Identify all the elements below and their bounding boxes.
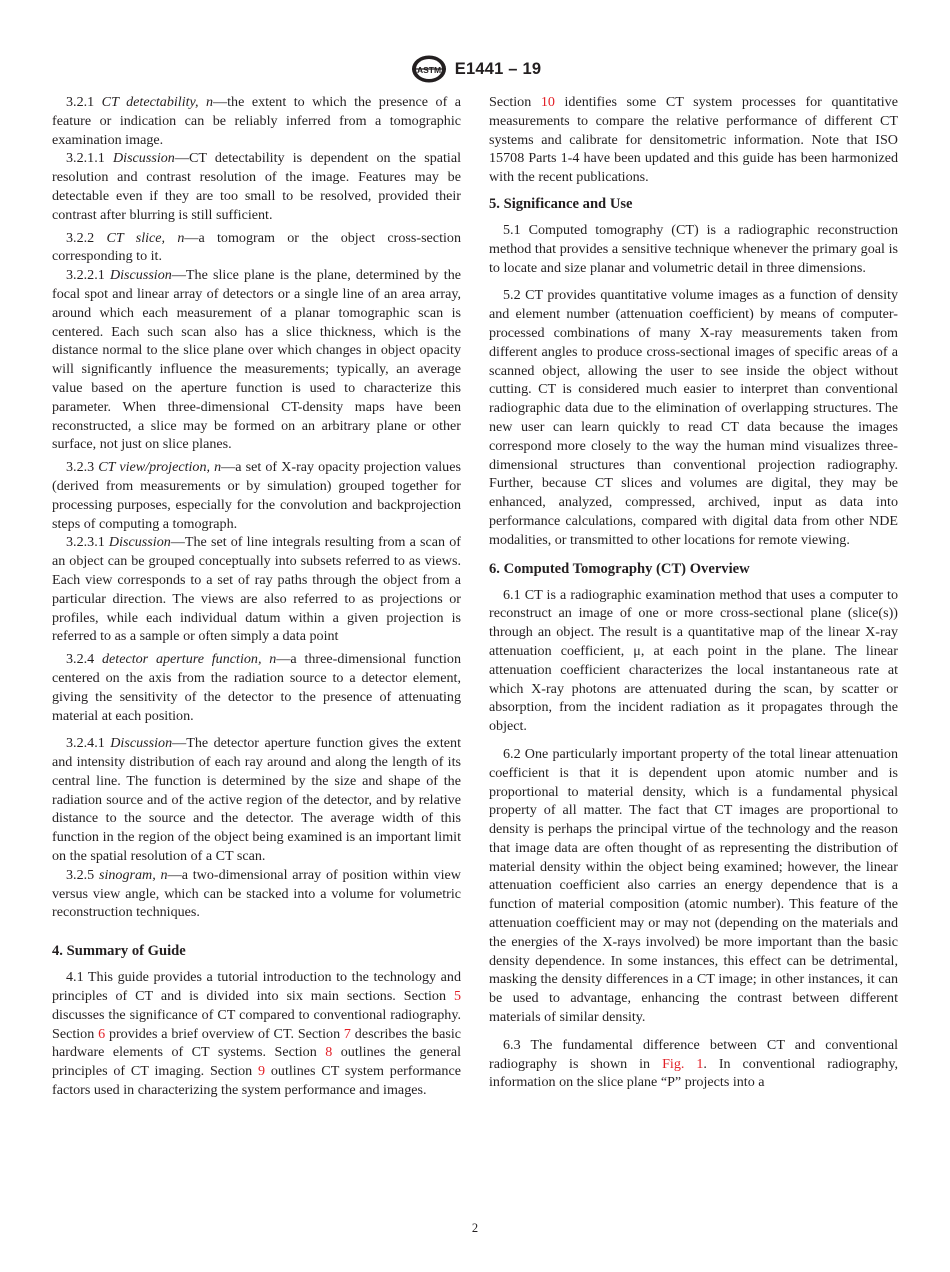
section-5-heading: 5. Significance and Use — [489, 195, 633, 212]
clause-number: 3.2.5 — [66, 866, 99, 883]
term: detector aperture function, n — [101, 651, 277, 668]
paragraph-6-2: 6.2 One particularly important property of the total linear attenuation coefficient is that it is dependent upon atomic number and is proportional to material density, which is a fundamental physical property of all matter. The fact that CT images are proportional to density is perhaps the principal virtue of the technology and the reason that image data are often thought of as representing the distribution of material density within the object being examined; however, the linear attenuation coefficient also carries an energy dependence that is a function of material composition (atomic number). This feature of the attenuation coefficient may or may not (depending on the materials and the energies of the X-rays involved) be more important than the basic density dependence. In some instances, this effect can be detrimental, masking the density differences in a CT image; in other instances, it can be used to advantage, enhancing the contrast between different materials of similar density. — [489, 745, 898, 1026]
definition-text: —The set of line integrals resulting from a scan of an object can be grouped conceptually into subsets referred to as views. Each view corresponds to a set of ray paths through the object from a particular direction. The views are also referred to as projections or profiles, while each individual datum within a given projection is referred to as a sample or often simply a data point — [52, 534, 461, 645]
section-8-link[interactable]: 8 — [325, 1044, 333, 1061]
clause-number: 3.2.3.1 — [66, 534, 109, 551]
paragraph-3-2-5 — [52, 866, 461, 922]
text-run: 6.3 The fundamental difference between CT and conventional radiography is shown in — [489, 1036, 898, 1072]
paragraph-3-2-2 — [52, 229, 461, 267]
definition-text: —a three-dimensional function centered on the axis from the radiation source to a detector element, giving the sensitivity of the detector to the presence of attenuating material at each position. — [52, 651, 461, 724]
paragraph-6-3 — [489, 1036, 898, 1092]
paragraph-5-2: 5.2 CT provides quantitative volume images as a function of density and element number (attenuation coefficient) by means of computer-processed combinations of many X-ray measurements taken from different angles to produce cross-sectional images of specific areas of a scanned object, allowing the user to see inside the object without cutting. CT is considered much easier to interpret than conventional radiographic data due to the elimination of overlapping structures. The new user can learn quickly to read CT data because the images correspond more closely to the way the human mind visualizes three-dimensional structures than conventional projection radiography. Further, because CT slices and volumes are digital, they may be enhanced, analyzed, compressed, archived, input as data into performance calculations, compared with digital data from other NDE modalities, or transmitted to other locations for remote viewing. — [489, 287, 898, 548]
definition-text: —a tomogram or the object cross-section corresponding to it. — [52, 229, 461, 265]
section-4-heading: 4. Summary of Guide — [52, 943, 186, 960]
text-run: identifies some CT system processes for quantitative measurements to compare the relative performance of different CT systems and calibrate for densitometric information. Note that ISO 15708 Parts 1-4 have been updated and this guide has been harmonized with the recent publications. — [489, 94, 898, 186]
section-5-link[interactable]: 5 — [453, 988, 461, 1005]
text-run: 4.1 This guide provides a tutorial introduction to the technology and principles of CT and is divided into six main sections. Section — [52, 969, 461, 1005]
section-6-link[interactable]: 6 — [98, 1025, 106, 1042]
clause-number: 3.2.3 — [66, 459, 99, 476]
text-run: . In conventional radiography, information on the slice plane “P” projects into a — [489, 1055, 898, 1091]
term: CT view/projection, n — [98, 459, 222, 476]
paragraph-6-1: 6.1 CT is a radiographic examination method that uses a computer to reconstruct an image of one or more cross-sectional plane (slice(s)) through an object. The result is a quantitative map of the linear X-ray attenuation coefficient, μ, at each point in the plane. The linear attenuation coefficient characterizes the local instantaneous rate at which X-ray photons are attenuated during the scan, by scatter or absorption, from the incident radiation as it propagates through the object. — [489, 586, 898, 735]
text-run: outlines CT system performance factors used in characterizing the system performance and images. — [52, 1063, 461, 1099]
definition-text: —a set of X-ray opacity projection values (derived from measurements or by simulation) grouped together for processing purposes, especially for the convolution and backprojection steps of computing a tomograph. — [52, 459, 461, 532]
clause-number: 3.2.4 — [66, 651, 102, 668]
page-number: 2 — [471, 1221, 479, 1235]
section-7-link[interactable]: 7 — [343, 1025, 351, 1042]
clause-number: 3.2.1.1 — [66, 150, 113, 167]
text-run: discusses the significance of CT compared to conventional radiography. Section — [52, 1006, 461, 1042]
paragraph-4-1-continued — [489, 93, 898, 187]
section-6-heading: 6. Computed Tomography (CT) Overview — [489, 560, 750, 577]
page-header — [0, 54, 950, 84]
paragraph-3-2-3 — [52, 458, 461, 533]
term: CT slice, n — [106, 229, 185, 246]
term: Discussion — [112, 150, 175, 167]
logo-lettering: ASTM — [416, 65, 441, 75]
clause-number: 3.2.2 — [66, 229, 107, 246]
text-run: outlines the general principles of CT imaging. Section — [52, 1044, 461, 1080]
paragraph-5-1: 5.1 Computed tomography (CT) is a radiographic reconstruction method that provides a sensitive technique whenever the primary goal is to locate and size planar and volumetric detail in three dimensions. — [489, 221, 898, 276]
clause-number: 3.2.4.1 — [66, 735, 111, 752]
paragraph-3-2-3-1 — [52, 533, 461, 646]
paragraph-3-2-4 — [52, 650, 461, 725]
definition-text: —The slice plane is the plane, determined by the focal spot and linear array of detectors or a single line of an area array, around which each measurement of a planar tomographic scan is centered. Each such scan also has a slice thickness, which is the distance normal to the slice plane over which changes in object opacity will significantly influence the measurements; typically, an average value based on the aperture function is used to characterize this parameter. When three-dimensional CT-density maps have been reconstructed, a slice may be formed on an arbitrary plane or other surface, not just on slice planes. — [52, 267, 462, 453]
text-run: describes the basic hardware elements of CT systems. Section — [52, 1025, 461, 1061]
paragraph-3-2-2-1 — [52, 266, 461, 454]
paragraph-4-1 — [52, 968, 461, 1100]
definition-text: —the extent to which the presence of a feature or indication can be reliably inferred from a tomographic examination image. — [52, 94, 461, 148]
text-run: Section — [489, 94, 541, 110]
term: Discussion — [108, 534, 171, 551]
left-column — [52, 93, 461, 1100]
figure-1-link[interactable]: Fig. 1 — [662, 1055, 704, 1072]
paragraph-3-2-4-1 — [52, 734, 461, 866]
term: Discussion — [109, 267, 172, 284]
header-inner — [409, 54, 541, 84]
right-column — [489, 93, 898, 1092]
standard-designation: E1441 – 19 — [454, 59, 542, 78]
term: CT detectability, n — [101, 94, 214, 110]
definition-text: —a two-dimensional array of position within view versus view angle, which can be stacked into a volume for volumetric reconstruction techniques. — [52, 866, 461, 921]
paragraph-3-2-1 — [52, 93, 461, 149]
text-run: provides a brief overview of CT. Section — [105, 1025, 344, 1042]
section-10-link[interactable]: 10 — [540, 94, 555, 110]
section-9-link[interactable]: 9 — [258, 1063, 266, 1080]
definition-text: —The detector aperture function gives the extent and intensity distribution of each ray around and along the length of its central line. The function is determined by the size and shape of the radiation source and of the active region of the detector, and by relative distance to the source and the detector. The average width of this function in the region of the object being examined is an important limit on the spatial resolution of a CT scan. — [52, 735, 461, 865]
term: sinogram, n — [98, 866, 168, 883]
astm-logo-icon — [409, 54, 449, 84]
term: Discussion — [110, 735, 173, 752]
definition-text: —CT detectability is dependent on the spatial resolution and contrast resolution of the image. Features may be detectable even if they are too small to be resolved, provided their contrast after blurring is still sufficient. — [52, 150, 461, 223]
paragraph-3-2-1-1 — [52, 149, 461, 224]
clause-number: 3.2.2.1 — [66, 267, 110, 284]
clause-number: 3.2.1 — [66, 94, 102, 110]
